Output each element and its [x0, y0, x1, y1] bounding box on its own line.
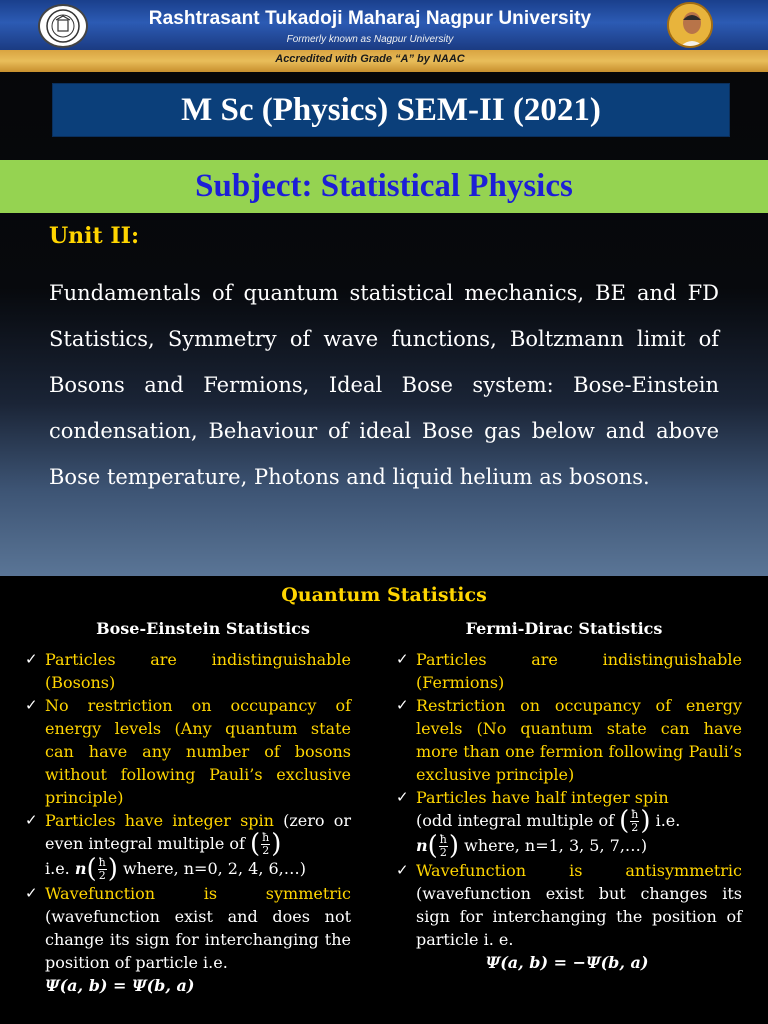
be-heading: Bose-Einstein Statistics [96, 619, 310, 638]
course-title: M Sc (Physics) SEM-II (2021) [181, 91, 601, 128]
list-item: ✓ Restriction on occupancy of energy levels (No quantum state can have more than one fermion following Pauli’s exclusive principle) [396, 696, 742, 784]
slide-title: Quantum Statistics [281, 584, 487, 606]
subject-bar [0, 160, 768, 213]
quantum-statistics-slide [0, 576, 768, 1024]
be-column [21, 648, 351, 997]
hbar-over-2: $\frac{ħ}{2}$ [262, 831, 270, 857]
university-name: Rashtrasant Tukadoji Maharaj Nagpur University [148, 8, 592, 29]
check-icon: ✓ [396, 650, 409, 668]
check-icon: ✓ [396, 696, 409, 714]
check-icon: ✓ [396, 788, 409, 806]
unit-label: Unit II: [49, 223, 140, 249]
subject-title: Subject: Statistical Physics [195, 168, 573, 204]
list-item: ✓ Particles are indistinguishable (Bosons) [25, 650, 351, 692]
list-item: ✓ Wavefunction is antisymmetric (wavefunction exist but changes its sign for interchanging the position of particle i. e. [396, 861, 742, 949]
list-item: ✓ Particles have half integer spin (odd integral multiple of ( $\frac{ħ}{2}$ ) i.e. [396, 788, 681, 836]
spin-values-line: i.e. n( $\frac{ħ}{2}$ ) where, n=0, 2, 4, 6,…) [45, 854, 307, 884]
check-icon: ✓ [25, 650, 38, 668]
check-icon: ✓ [25, 696, 38, 714]
course-title-box [52, 83, 730, 137]
check-icon: ✓ [25, 811, 38, 829]
symmetric-equation: Ψ(a, b) = Ψ(b, a) [45, 976, 195, 995]
naac-accreditation: Accredited with Grade “A” by NAAC [275, 53, 465, 65]
fd-heading: Fermi-Dirac Statistics [465, 619, 663, 638]
university-formerly-name: Formerly known as Nagpur University [286, 34, 454, 45]
antisymmetric-equation: Ψ(a, b) = −Ψ(b, a) [485, 953, 649, 972]
spin-values-line: n( $\frac{ħ}{2}$ ) where, n=1, 3, 5, 7,…) [416, 831, 648, 861]
fd-column [392, 648, 742, 974]
unit-content: Fundamentals of quantum statistical mechanics, BE and FD Statistics, Symmetry of wave functions, Boltzmann limit of Bosons and Fermions, Ideal Bose system: Bose-Einstein condensation, Behaviour of ideal Bose gas below and above Bose temperature, Photons and liquid helium as bosons. [49, 281, 719, 489]
list-item: ✓ Particles have integer spin (zero or even integral multiple of ( $\frac{ħ}{2}$ ) [25, 811, 352, 859]
university-seal-icon [38, 4, 88, 48]
list-item: ✓ Particles are indistinguishable (Fermions) [396, 650, 742, 692]
list-item: ✓ No restriction on occupancy of energy levels (Any quantum state can have any number of bosons without following Pauli’s exclusive principle) [25, 696, 351, 807]
portrait-icon [667, 2, 713, 48]
check-icon: ✓ [25, 884, 38, 902]
list-item: ✓ Wavefunction is symmetric (wavefunction exist and does not change its sign for interchanging the position of particle i.e. [25, 884, 351, 972]
hbar-over-2: $\frac{ħ}{2}$ [631, 808, 639, 834]
check-icon: ✓ [396, 861, 409, 879]
